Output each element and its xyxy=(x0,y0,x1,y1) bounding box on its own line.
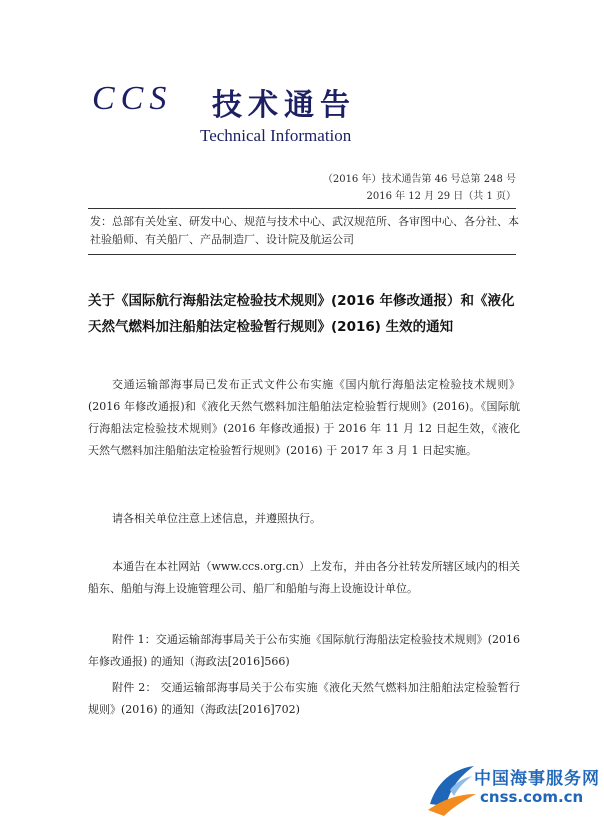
distribution-list: 发：总部有关处室、研发中心、规范与技术中心、武汉规范所、各审图中心、各分社、本社验船师、有关船厂、产品制造厂、设计院及航运公司 xyxy=(90,215,519,246)
reference-number: （2016 年）技术通告第 46 号总第 248 号 xyxy=(322,174,516,185)
watermark-name: 中国海事服务网 xyxy=(474,769,600,789)
attachment-1: 附件 1：交通运输部海事局关于公布实施《国际航行海船法定检验技术规则》(2016 年修改通报) 的通知（海政法[2016]566) xyxy=(88,633,520,668)
header-title-en: Technical Information xyxy=(200,126,352,145)
paragraph-publication: 本通告在本社网站（www.ccs.org.cn）上发布，并由各分社转发所辖区域内的相关船东、船舶与海上设施管理公司、船厂和船舶与海上设施设计单位。 xyxy=(88,560,520,595)
divider-top xyxy=(88,208,516,209)
watermark-url: cnss.com.cn xyxy=(480,788,584,806)
notice-title: 关于《国际航行海船法定检验技术规则》(2016 年修改通报）和《液化天然气燃料加注船舶法定检验暂行规则》(2016) 生效的通知 xyxy=(88,293,515,335)
paragraph-announcement: 交通运输部海事局已发布正式文件公布实施《国内航行海船法定检验技术规则》(2016 年修改通报)和《液化天然气燃料加注船舶法定检验暂行规则》(2016)。《国际航行海船法定检验技术规则》(2016 年修改通报) 于 2016 年 11 月 12 日起生效，《液化天然气燃料加注船舶法定检验暂行规则》(2016) 于 2017 年 3 月 1 日起实施。 xyxy=(88,378,520,457)
divider-bottom xyxy=(88,254,516,255)
reference-date: 2016 年 12 月 29 日（共 1 页） xyxy=(366,191,516,202)
attachment-2: 附件 2： 交通运输部海事局关于公布实施《液化天然气燃料加注船舶法定检验暂行规则》(2016) 的通知（海政法[2016]702) xyxy=(88,681,520,716)
paragraph-instruction: 请各相关单位注意上述信息，并遵照执行。 xyxy=(112,512,321,525)
brand-logo-text: CCS xyxy=(92,80,173,117)
header-title-cn: 技术通告 xyxy=(212,88,356,123)
watermark xyxy=(424,760,600,820)
watermark-logo-icon xyxy=(424,760,478,818)
